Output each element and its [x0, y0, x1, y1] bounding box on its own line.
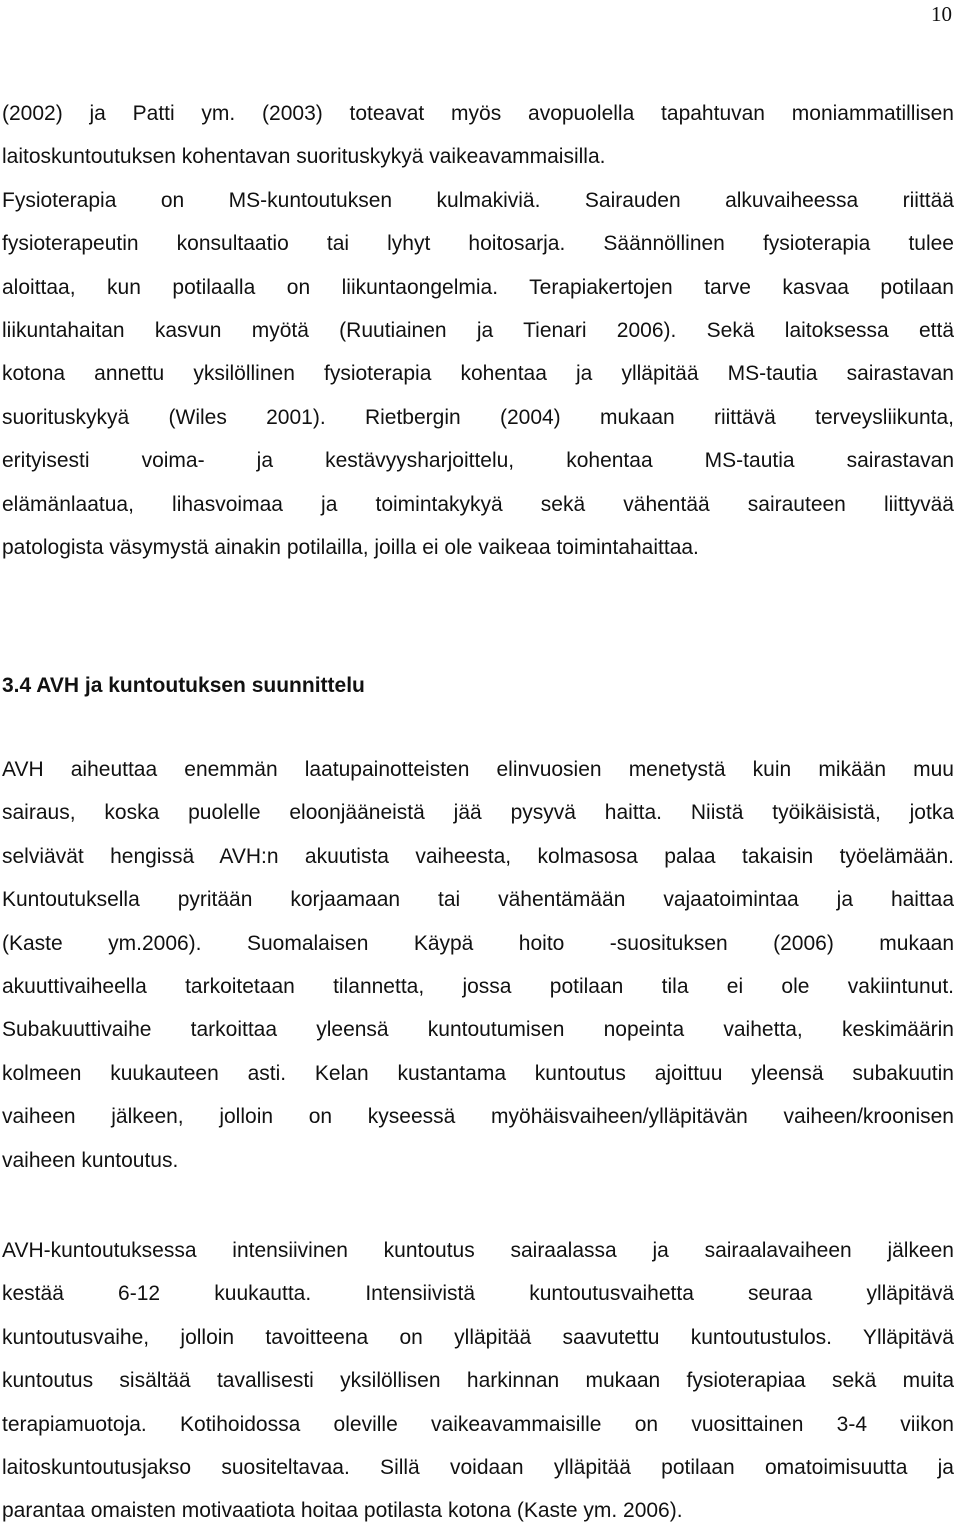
paragraph-avh-rehabilitation — [2, 1229, 954, 1533]
text-line: patologista väsymystä ainakin potilailla, joilla ei ole vaikeaa toimintahaittaa. — [2, 535, 699, 559]
text-line: vaiheen kuntoutus. — [2, 1148, 179, 1172]
text-line: parantaa omaisten motivaatiota hoitaa potilasta kotona (Kaste ym. 2006). — [2, 1499, 683, 1523]
text-line: kotona annettu yksilöllinen fysioterapia kohentaa ja ylläpitää MS-tautia sairastavan — [2, 362, 954, 386]
text-line: vaiheen jälkeen, jolloin on kyseessä myöhäisvaiheen/ylläpitävän vaiheen/kroonisen — [2, 1105, 954, 1129]
paragraph-avh-overview — [2, 748, 954, 1182]
text-line: liikuntahaitan kasvun myötä (Ruutiainen ja Tienari 2006). Sekä laitoksessa että — [2, 318, 954, 342]
text-line: (2002) ja Patti ym. (2003) toteavat myös avopuolella tapahtuvan moniammatillisen — [2, 102, 954, 125]
text-line: AVH aiheuttaa enemmän laatupainotteisten elinvuosien menetystä kuin mikään muu — [2, 758, 954, 781]
paragraph-ms-physiotherapy — [2, 92, 954, 569]
text-line: Fysioterapia on MS-kuntoutuksen kulmakiviä. Sairauden alkuvaiheessa riittää — [2, 188, 954, 212]
text-line: AVH-kuntoutuksessa intensiivinen kuntoutus sairaalassa ja sairaalavaiheen jälkeen — [2, 1239, 954, 1262]
text-line: erityisesti voima- ja kestävyysharjoittelu, kohentaa MS-tautia sairastavan — [2, 449, 954, 473]
text-line: aloittaa, kun potilaalla on liikuntaongelmia. Terapiakertojen tarve kasvaa potilaan — [2, 275, 954, 299]
text-line: terapiamuotoja. Kotihoidossa oleville vaikeavammaisille on vuosittainen 3-4 viikon — [2, 1412, 954, 1436]
text-line: selviävät hengissä AVH:n akuutista vaiheesta, kolmasosa palaa takaisin työelämään. — [2, 844, 954, 868]
page-number: 10 — [931, 2, 952, 26]
text-line: kolmeen kuukauteen asti. Kelan kustantama kuntoutus ajoittuu yleensä subakuutin — [2, 1061, 954, 1085]
text-line: laitoskuntoutuksen kohentavan suorituskykyä vaikeavammaisilla. — [2, 145, 606, 169]
text-line: Kuntoutuksella pyritään korjaamaan tai vähentämään vajaatoimintaa ja haittaa — [2, 888, 954, 912]
text-line: kestää 6-12 kuukautta. Intensiivistä kuntoutusvaihetta seuraa ylläpitävä — [2, 1282, 954, 1306]
text-line: Subakuuttivaihe tarkoittaa yleensä kuntoutumisen nopeinta vaihetta, keskimäärin — [2, 1018, 954, 1042]
text-line: laitoskuntoutusjakso suositeltavaa. Sillä voidaan ylläpitää potilaan omatoimisuutta ja — [2, 1455, 954, 1479]
text-line: fysioterapeutin konsultaatio tai lyhyt hoitosarja. Säännöllinen fysioterapia tulee — [2, 232, 954, 256]
text-line: kuntoutusvaihe, jolloin tavoitteena on ylläpitää saavutettu kuntoutustulos. Ylläpitävä — [2, 1325, 954, 1349]
text-line: elämänlaatua, lihasvoimaa ja toimintakykyä sekä vähentää sairauteen liittyvää — [2, 492, 954, 516]
text-line: kuntoutus sisältää tavallisesti yksilöllisen harkinnan mukaan fysioterapiaa sekä muita — [2, 1369, 954, 1393]
text-line: (Kaste ym.2006). Suomalaisen Käypä hoito -suosituksen (2006) mukaan — [2, 931, 954, 955]
text-line: sairaus, koska puolelle eloonjääneistä jää pysyvä haitta. Niistä työikäisistä, jotka — [2, 801, 954, 825]
text-line: akuuttivaiheella tarkoitetaan tilannetta, jossa potilaan tila ei ole vakiintunut. — [2, 974, 954, 998]
text-line: suorituskykyä (Wiles 2001). Rietbergin (2004) mukaan riittävä terveysliikunta, — [2, 405, 954, 429]
section-heading: 3.4 AVH ja kuntoutuksen suunnittelu — [2, 674, 365, 697]
